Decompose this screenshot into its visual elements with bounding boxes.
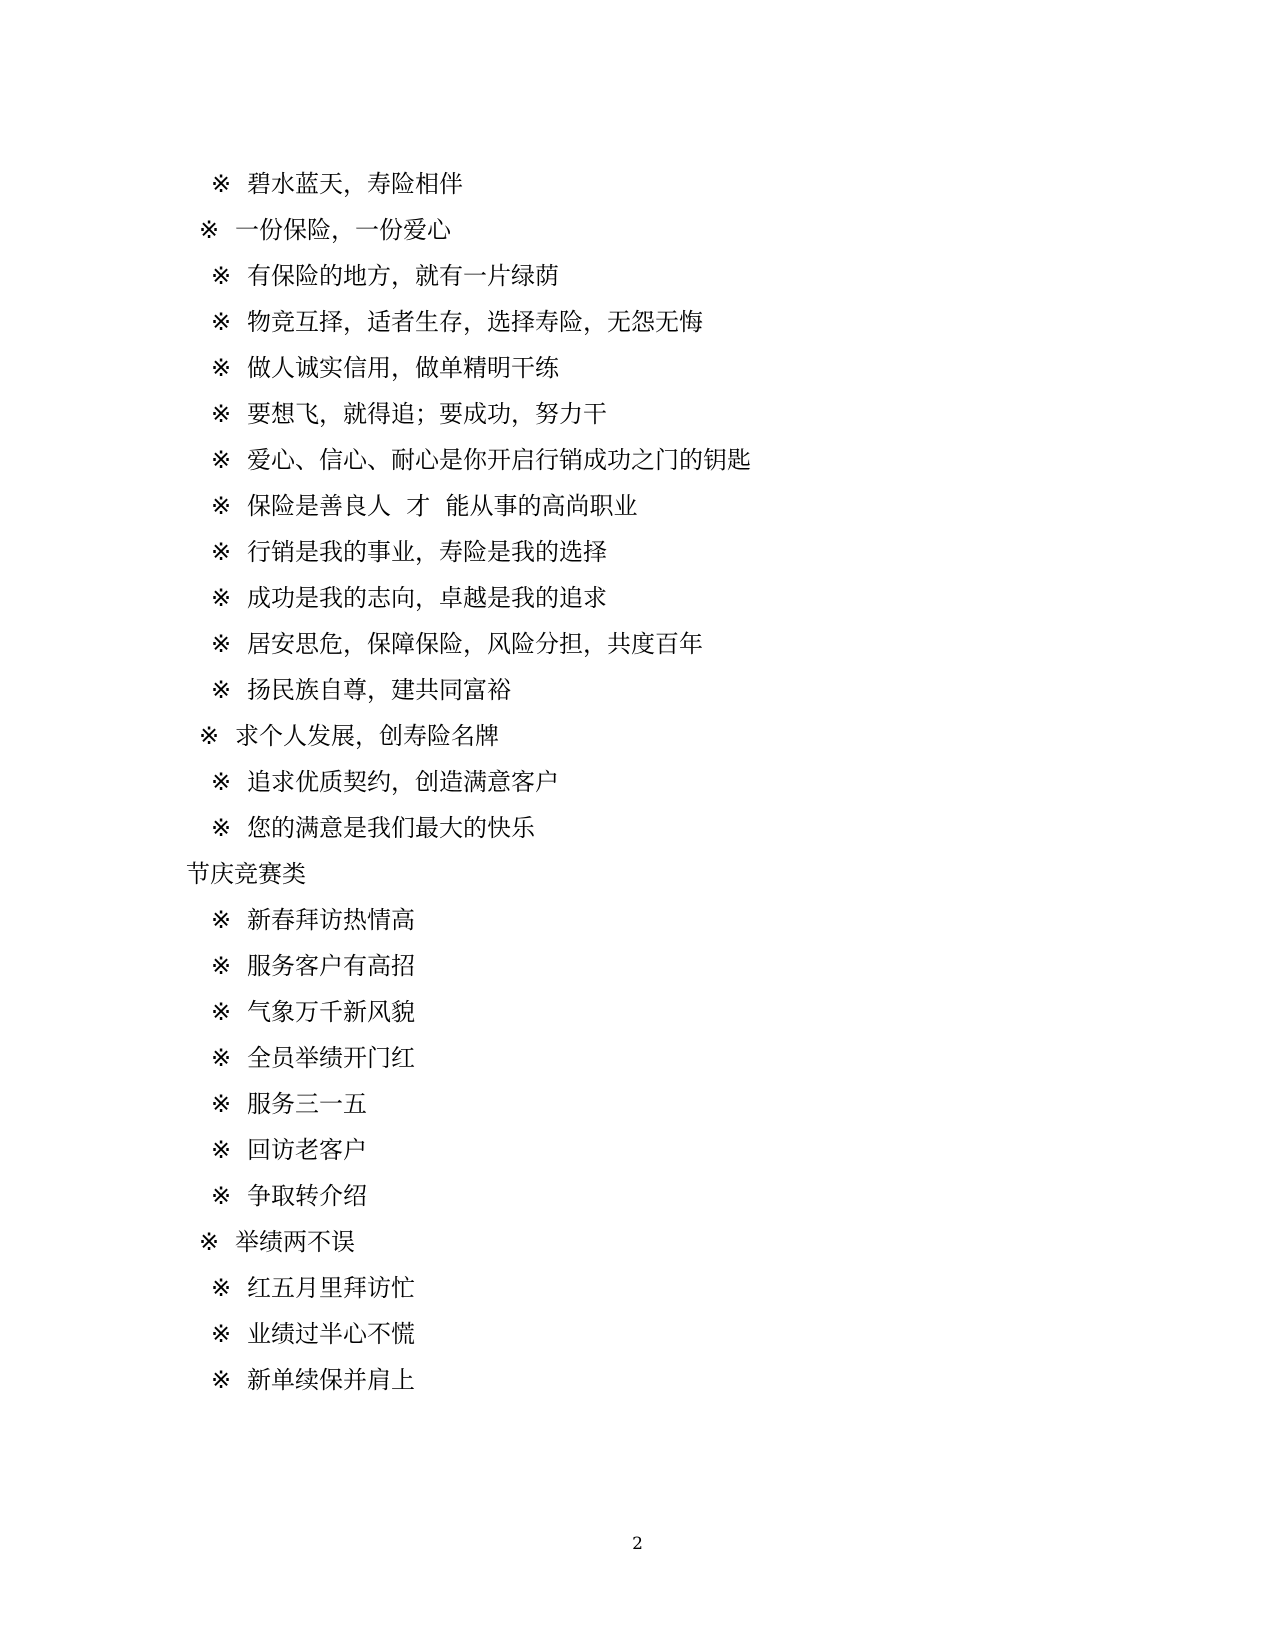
- list-item-text: 争取转介绍: [247, 1182, 367, 1210]
- reference-mark-icon: ※: [210, 676, 232, 704]
- list-item: [209, 397, 607, 431]
- list-item: [209, 351, 559, 385]
- reference-mark-icon: ※: [210, 308, 232, 336]
- reference-mark-icon: ※: [210, 446, 232, 474]
- list-item: [209, 949, 415, 983]
- list-item-text: 爱心、信心、耐心是你开启行销成功之门的钥匙: [247, 446, 751, 474]
- reference-mark-icon: ※: [198, 216, 220, 244]
- list-item: [209, 995, 415, 1029]
- reference-mark-icon: ※: [210, 1136, 232, 1164]
- reference-mark-icon: ※: [210, 354, 232, 382]
- list-item: [209, 1133, 367, 1167]
- list-item-text: 全员举绩开门红: [247, 1044, 415, 1072]
- list-item: [209, 1317, 415, 1351]
- page-number: 2: [632, 1534, 643, 1554]
- list-item: [209, 535, 607, 569]
- list-item: [209, 1041, 415, 1075]
- list-item-text: 服务客户有高招: [247, 952, 415, 980]
- reference-mark-icon: ※: [210, 952, 232, 980]
- list-item: [209, 903, 415, 937]
- list-item-text: 新单续保并肩上: [247, 1366, 415, 1394]
- list-item-text: 碧水蓝天，寿险相伴: [247, 170, 463, 198]
- reference-mark-icon: ※: [198, 1228, 220, 1256]
- reference-mark-icon: ※: [210, 584, 232, 612]
- list-item-text: 居安思危，保障保险，风险分担，共度百年: [247, 630, 703, 658]
- reference-mark-icon: ※: [210, 1320, 232, 1348]
- list-item-text: 做人诚实信用，做单精明干练: [247, 354, 559, 382]
- reference-mark-icon: ※: [210, 1182, 232, 1210]
- list-item-text: 物竞互择，适者生存，选择寿险，无怨无悔: [247, 308, 703, 336]
- section-heading: 节庆竞赛类: [186, 860, 306, 888]
- reference-mark-icon: ※: [210, 768, 232, 796]
- list-item: [209, 1087, 367, 1121]
- list-item: [209, 305, 703, 339]
- list-item-text: 求个人发展，创寿险名牌: [235, 722, 499, 750]
- list-item: [209, 581, 607, 615]
- list-item-text: 气象万千新风貌: [247, 998, 415, 1026]
- list-item-text: 一份保险，一份爱心: [235, 216, 451, 244]
- list-item: [197, 1225, 355, 1259]
- list-item-text: 红五月里拜访忙: [247, 1274, 415, 1302]
- list-item: [209, 489, 638, 523]
- list-item: [209, 167, 463, 201]
- list-item: [209, 1363, 415, 1397]
- reference-mark-icon: ※: [210, 906, 232, 934]
- list-item-text: 回访老客户: [247, 1136, 367, 1164]
- reference-mark-icon: ※: [210, 630, 232, 658]
- list-item-text: 您的满意是我们最大的快乐: [247, 814, 535, 842]
- list-item: [197, 213, 451, 247]
- list-item-text: 服务三一五: [247, 1090, 367, 1118]
- list-item-text: 新春拜访热情高: [247, 906, 415, 934]
- reference-mark-icon: ※: [210, 814, 232, 842]
- list-item-text: 成功是我的志向，卓越是我的追求: [247, 584, 607, 612]
- reference-mark-icon: ※: [210, 170, 232, 198]
- list-item: [209, 1271, 415, 1305]
- reference-mark-icon: ※: [210, 1366, 232, 1394]
- list-item: [209, 1179, 367, 1213]
- list-item: [209, 811, 535, 845]
- list-item: [209, 443, 751, 477]
- reference-mark-icon: ※: [210, 538, 232, 566]
- list-item-text: 有保险的地方，就有一片绿荫: [247, 262, 559, 290]
- reference-mark-icon: ※: [210, 492, 232, 520]
- list-item: [209, 765, 559, 799]
- reference-mark-icon: ※: [210, 1274, 232, 1302]
- list-item-text: 追求优质契约，创造满意客户: [247, 768, 559, 796]
- list-item-text: 行销是我的事业，寿险是我的选择: [247, 538, 607, 566]
- list-item-text: 举绩两不误: [235, 1228, 355, 1256]
- reference-mark-icon: ※: [210, 998, 232, 1026]
- list-item: [209, 259, 559, 293]
- reference-mark-icon: ※: [210, 1090, 232, 1118]
- list-item: [209, 673, 511, 707]
- list-item-text: 扬民族自尊，建共同富裕: [247, 676, 511, 704]
- reference-mark-icon: ※: [210, 400, 232, 428]
- list-item-text: 要想飞，就得追；要成功，努力干: [247, 400, 607, 428]
- reference-mark-icon: ※: [210, 1044, 232, 1072]
- list-item-text: 业绩过半心不慌: [247, 1320, 415, 1348]
- list-item: [209, 627, 703, 661]
- reference-mark-icon: ※: [198, 722, 220, 750]
- list-item: [197, 719, 499, 753]
- list-item-text: 保险是善良人 才 能从事的高尚职业: [247, 492, 638, 520]
- reference-mark-icon: ※: [210, 262, 232, 290]
